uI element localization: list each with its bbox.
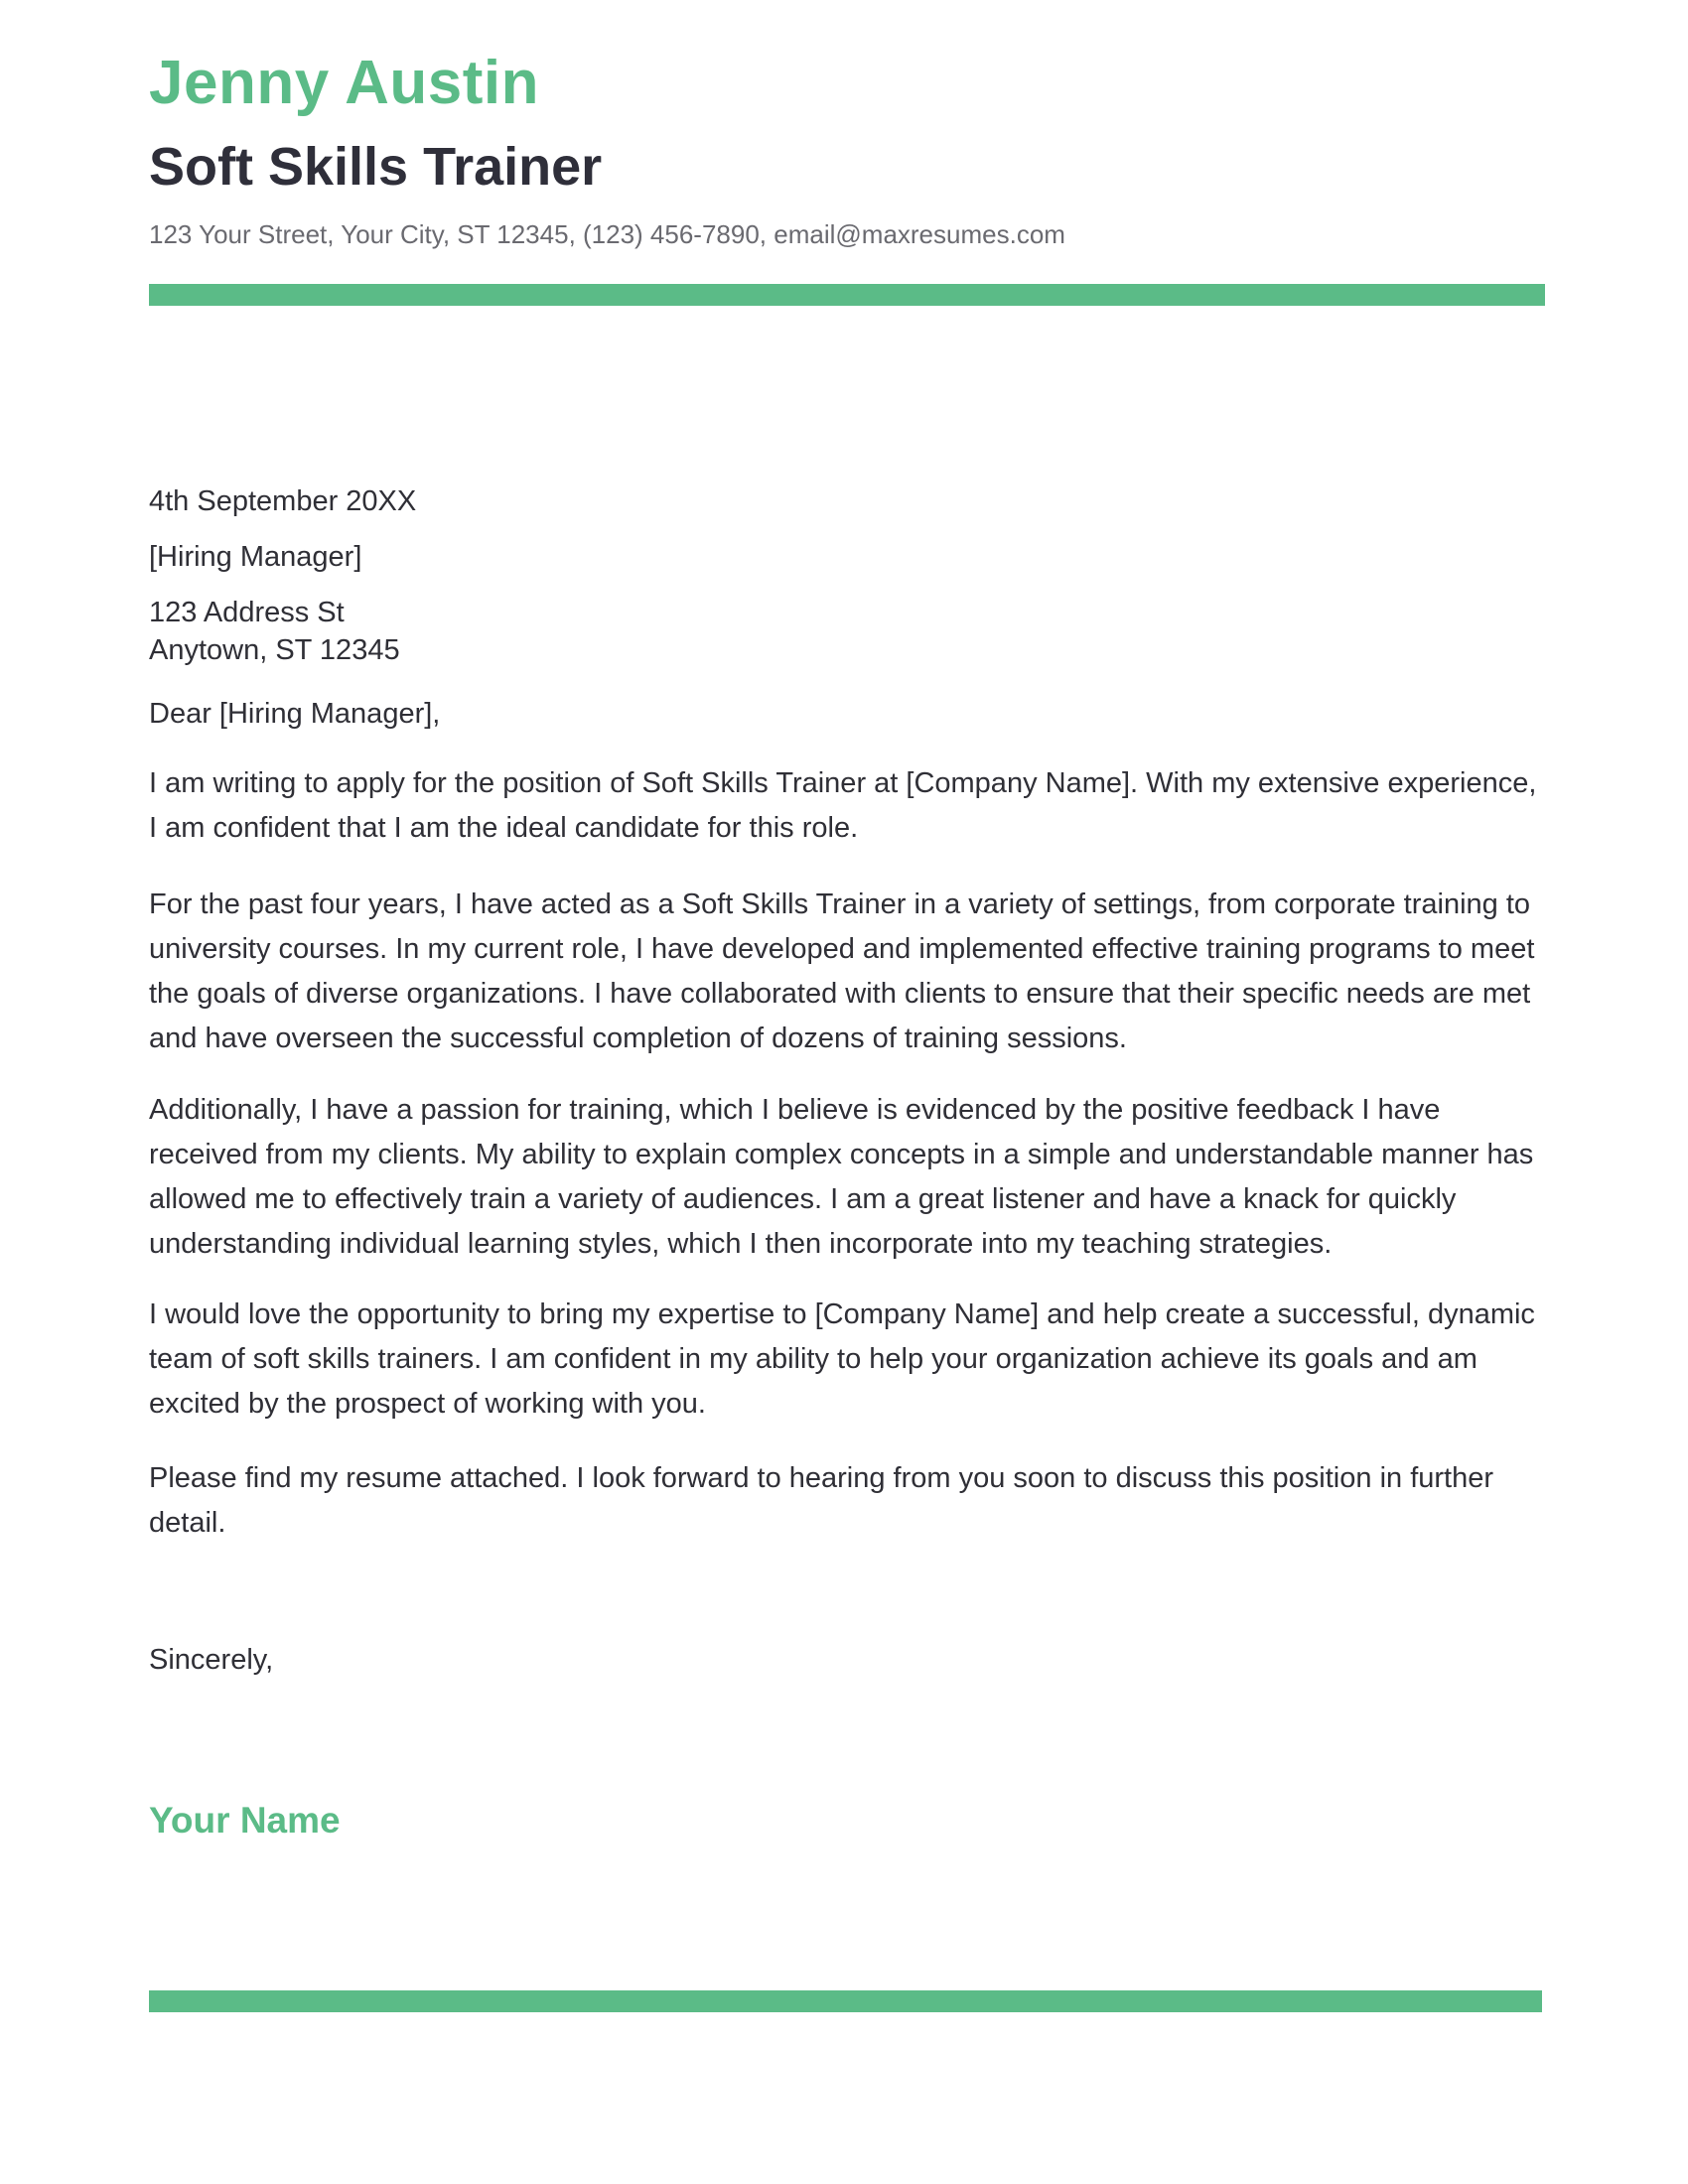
recipient-address-line1: 123 Address St	[149, 597, 345, 628]
body-paragraph-3: Additionally, I have a passion for training, which I believe is evidenced by the positive feedback I have received from my clients. My ability to explain complex concepts in a simple and understandable manner has allowed me to effectively train a variety of audiences. I am a great listener and have a knack for quickly understanding individual learning styles, which I then incorporate into my teaching strategies.	[149, 1094, 1534, 1260]
bottom-divider	[149, 1990, 1542, 2012]
job-title: Soft Skills Trainer	[149, 137, 603, 197]
top-divider	[149, 284, 1545, 306]
body-paragraph-4: I would love the opportunity to bring my expertise to [Company Name] and help create a successful, dynamic team of soft skills trainers. I am confident in my ability to help your organization achieve its goals and am excited by the prospect of working with you.	[149, 1298, 1535, 1420]
cover-letter-page	[149, 0, 1544, 2184]
contact-info: 123 Your Street, Your City, ST 12345, (123) 456-7890, email@maxresumes.com	[149, 219, 1065, 249]
body-paragraph-1: I am writing to apply for the position of Soft Skills Trainer at [Company Name]. With my extensive experience, I am confident that I am the ideal candidate for this role.	[149, 767, 1537, 844]
recipient-name: [Hiring Manager]	[149, 541, 362, 573]
applicant-name: Jenny Austin	[149, 49, 539, 117]
salutation: Dear [Hiring Manager],	[149, 698, 441, 730]
body-paragraph-2: For the past four years, I have acted as a Soft Skills Trainer in a variety of settings, from corporate training to university courses. In my current role, I have developed and implemented effective training programs to meet the goals of diverse organizations. I have collaborated with clients to ensure that their specific needs are met and have overseen the successful completion of dozens of training sessions.	[149, 888, 1535, 1054]
letter-date: 4th September 20XX	[149, 485, 417, 517]
signature-name: Your Name	[149, 1800, 341, 1841]
recipient-address-line2: Anytown, ST 12345	[149, 634, 400, 666]
closing: Sincerely,	[149, 1644, 274, 1676]
body-paragraph-5: Please find my resume attached. I look forward to hearing from you soon to discuss this position in further detail.	[149, 1462, 1494, 1539]
